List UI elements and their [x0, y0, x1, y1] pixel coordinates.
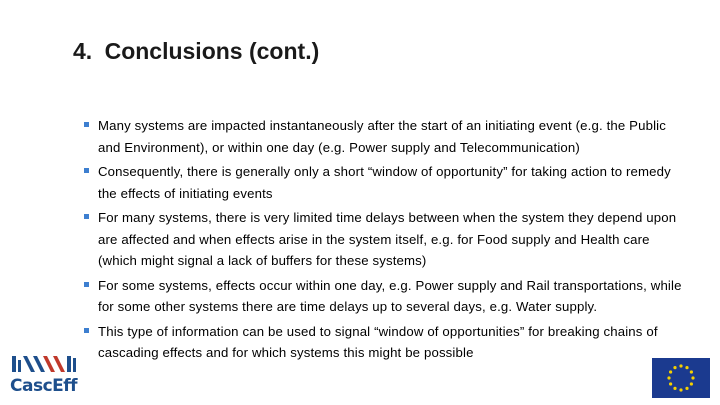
eu-star-icon [690, 382, 693, 385]
eu-star-icon [685, 366, 688, 369]
bullet-text: For many systems, there is very limited time delays between when the system they depend upon are affected and when effects arise in the system itself, e.g. for Food supply and Health care (which might signal a lack of buffers for these systems) [98, 210, 677, 268]
square-bullet-icon [84, 122, 89, 127]
eu-star-icon [669, 382, 672, 385]
eu-star-icon [673, 366, 676, 369]
bullet-text: This type of information can be used to signal “window of opportunities” for breaking chains of cascading effects and for which systems this might be possible [98, 323, 658, 360]
bullet-text: Many systems are impacted instantaneously after the start of an initiating event (e.g. the Public and Environment), or within one day (e.g. Power supply and Telecommunication) [98, 118, 666, 155]
bullet-text: Consequently, there is generally only a short “window of opportunity” for taking action to remedy the effects of initiating events [98, 164, 671, 201]
bullet-list [84, 115, 684, 367]
square-bullet-icon [84, 328, 89, 333]
square-bullet-icon [84, 168, 89, 173]
square-bullet-icon [84, 282, 89, 287]
bullet-item [84, 275, 684, 318]
slide-title-text: Conclusions (cont.) [104, 38, 320, 64]
eu-star-icon [673, 387, 676, 390]
bullet-item [84, 161, 684, 204]
casceff-logo-text: CascEff [10, 376, 78, 396]
square-bullet-icon [84, 214, 89, 219]
eu-star-icon [685, 387, 688, 390]
slide-title [73, 38, 319, 65]
eu-star-icon [667, 376, 670, 379]
bullet-item [84, 207, 684, 272]
eu-star-icon [669, 370, 672, 373]
bullet-item [84, 321, 684, 364]
casceff-logo [8, 352, 90, 398]
eu-star-icon [679, 388, 682, 391]
bullet-text: For some systems, effects occur within one day, e.g. Power supply and Rail transportations, while for some other systems there are time delays up to several days, e.g. Water supply. [98, 277, 682, 314]
eu-star-icon [679, 364, 682, 367]
bullet-item [84, 115, 684, 158]
eu-flag-logo [652, 358, 710, 398]
slide-title-number: 4. [73, 38, 93, 64]
eu-star-icon [690, 370, 693, 373]
casceff-logo-mark-icon [8, 352, 90, 376]
eu-flag-icon [652, 358, 710, 398]
eu-star-icon [691, 376, 694, 379]
